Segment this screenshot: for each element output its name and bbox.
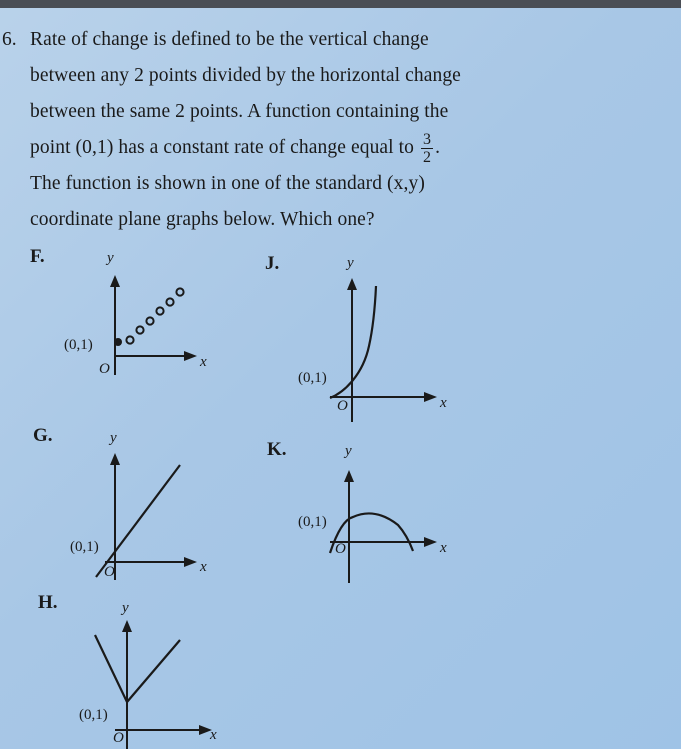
x-axis-label: x: [200, 354, 207, 370]
fraction-denominator: 2: [423, 149, 432, 167]
fraction-numerator: 3: [423, 131, 432, 149]
question-line-1: [0, 22, 560, 58]
x-axis-label: x: [200, 559, 207, 575]
option-g-label[interactable]: G.: [33, 425, 53, 446]
question-line-4-prefix: point (0,1) has a constant rate of change equal to: [30, 137, 415, 158]
y-axis-arrow: [110, 275, 120, 287]
y-axis-label: y: [347, 255, 354, 271]
question-line-text: between any 2 points divided by the horizontal change: [30, 65, 461, 86]
point-label: (0,1): [70, 539, 99, 555]
option-j-graph[interactable]: [295, 250, 475, 425]
open-point: [146, 317, 153, 324]
y-axis-label: y: [345, 443, 352, 459]
origin-label: O: [337, 398, 348, 414]
y-axis-arrow: [344, 470, 354, 482]
x-axis-arrow: [184, 557, 197, 567]
filled-point: [114, 338, 122, 346]
y-axis-label: y: [110, 430, 117, 446]
fraction: [421, 131, 433, 166]
option-k-graph[interactable]: [295, 435, 475, 585]
point-label: (0,1): [79, 707, 108, 723]
question-line-6: [0, 202, 560, 238]
x-axis-label: x: [440, 540, 447, 556]
x-axis-arrow: [424, 537, 437, 547]
origin-label: O: [104, 564, 115, 580]
origin-label: O: [113, 730, 124, 746]
option-h-label[interactable]: H.: [38, 592, 58, 613]
point-label: (0,1): [298, 514, 327, 530]
x-axis-arrow: [424, 392, 437, 402]
option-j-label[interactable]: J.: [265, 253, 280, 274]
y-axis-arrow: [347, 278, 357, 290]
x-axis-arrow: [184, 351, 197, 361]
dotted-point-sequence: [114, 288, 184, 346]
y-axis-label: y: [107, 250, 114, 266]
line-graph: [96, 465, 180, 577]
x-axis-label: x: [210, 727, 217, 743]
question-line-2: [0, 58, 560, 94]
question-line-4-suffix: .: [435, 137, 441, 158]
open-point: [176, 288, 183, 295]
option-h-graph[interactable]: [75, 590, 235, 749]
open-point: [126, 336, 133, 343]
y-axis-arrow: [110, 453, 120, 465]
v-shaped-graph: [95, 635, 180, 702]
open-point: [166, 298, 173, 305]
option-k-label[interactable]: K.: [267, 439, 287, 460]
point-label: (0,1): [64, 337, 93, 353]
question-number: 6.: [2, 29, 17, 50]
open-point: [136, 326, 143, 333]
option-g-graph[interactable]: [60, 425, 230, 585]
option-f-graph[interactable]: [60, 245, 230, 385]
question-line-text: between the same 2 points. A function containing the: [30, 101, 449, 122]
point-label: (0,1): [298, 370, 327, 386]
photo-top-edge: [0, 0, 681, 8]
open-point: [156, 307, 163, 314]
question-line-text: Rate of change is defined to be the vertical change: [30, 29, 429, 50]
y-axis-arrow: [122, 620, 132, 632]
question-line-text: The function is shown in one of the standard (x,y): [30, 173, 425, 194]
question-line-text: [30, 130, 440, 166]
question-line-3: [0, 94, 560, 130]
question-line-5: [0, 166, 560, 202]
question-line-text: coordinate plane graphs below. Which one?: [30, 209, 375, 230]
y-axis-label: y: [122, 600, 129, 616]
x-axis-label: x: [440, 395, 447, 411]
origin-label: O: [99, 361, 110, 377]
origin-label: O: [335, 541, 346, 557]
question-text: [0, 22, 560, 238]
option-f-label[interactable]: F.: [30, 246, 45, 267]
question-line-4: [0, 130, 560, 166]
